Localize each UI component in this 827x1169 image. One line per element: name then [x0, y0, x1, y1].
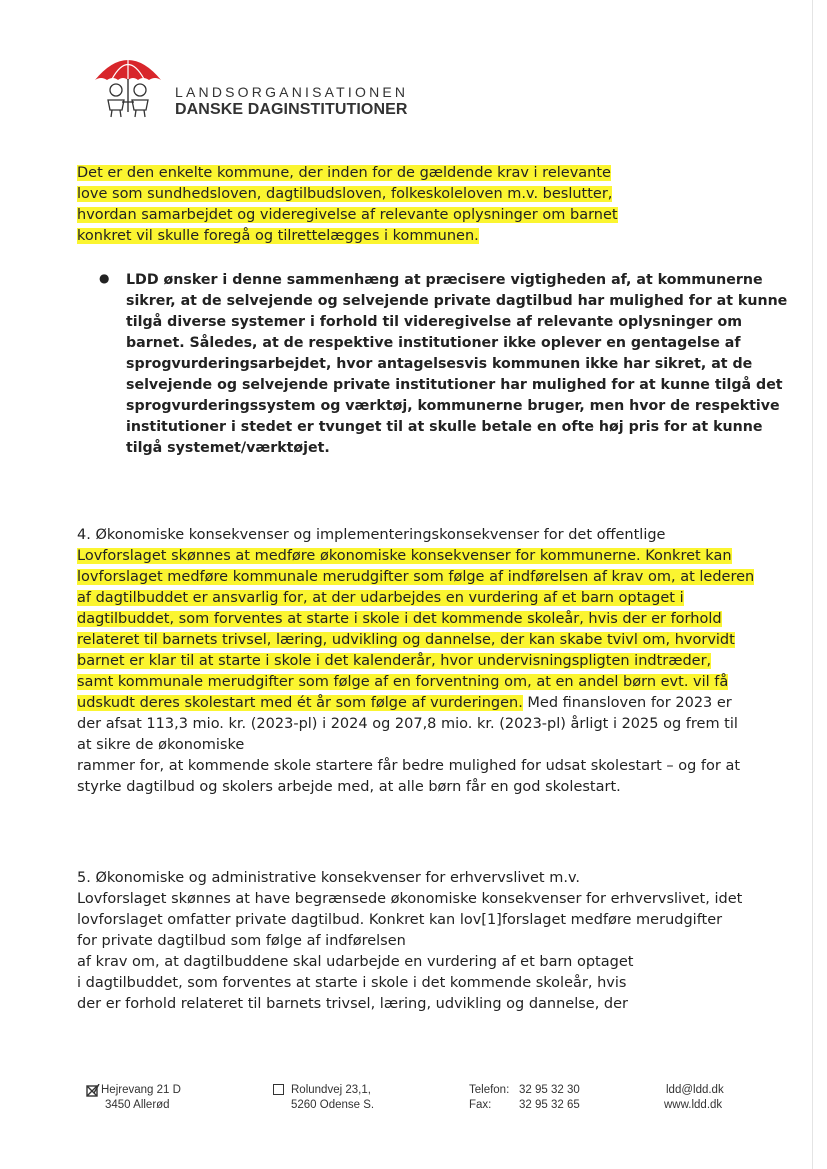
footer-address2-line2: 5260 Odense S.: [291, 1099, 375, 1111]
footer-address2-line1: Rolundvej 23,1,: [291, 1084, 371, 1096]
section5-line: der er forhold relateret til barnets trivsel, læring, udvikling og dannelse, der: [77, 996, 629, 1012]
bullet-line: LDD ønsker i denne sammenhæng at præcisere vigtigheden af, at kommunerne: [126, 272, 763, 288]
section4-line: af dagtilbuddet er ansvarlig for, at der udarbejdes en vurdering af et barn optaget i: [77, 590, 684, 606]
bullet-line: institutioner i stedet er tvunget til at skulle betale en ofte høj pris for at kunne: [126, 419, 763, 435]
footer-fax-label: Fax:: [469, 1099, 492, 1111]
bullet-line: sprogvurderingssystem og værktøj, kommunerne bruger, men hvor de respektive: [126, 398, 780, 414]
empty-checkbox-icon: [273, 1084, 284, 1095]
intro-line: hvordan samarbejdet og videregivelse af relevante oplysninger om barnet: [77, 207, 618, 223]
section5-line: af krav om, at dagtilbuddene skal udarbejde en vurdering af et barn optaget: [77, 954, 634, 970]
section5-line: for private dagtilbud som følge af indførelsen: [77, 933, 406, 949]
bullet-line: barnet. Således, at de respektive institutioner ikke oplever en gentagelse af: [126, 335, 741, 351]
bullet-line: sikrer, at de selvejende og selvejende private dagtilbud har mulighed for at kunne: [126, 293, 788, 309]
org-name-line1: LANDSORGANISATIONEN: [175, 84, 409, 100]
intro-line: love som sundhedsloven, dagtilbudsloven, folkeskoleloven m.v. beslutter,: [77, 186, 613, 202]
footer-email-link[interactable]: ldd@ldd.dk: [666, 1084, 724, 1096]
section4-line: relateret til barnets trivsel, læring, udvikling og dannelse, der kan skabe tvivl om, hvorvidt: [77, 632, 735, 648]
checked-box-icon: [86, 1083, 100, 1097]
section4-line: lovforslaget medføre kommunale merudgifter som følge af indførelsen af krav om, at lederen: [77, 569, 755, 585]
intro-line: Det er den enkelte kommune, der inden for de gældende krav i relevante: [77, 165, 611, 181]
section4-line: styrke dagtilbud og skolers arbejde med, at alle børn får en god skolestart.: [77, 779, 621, 795]
bullet-line: selvejende og selvejende private institutioner har mulighed for at kunne tilgå det: [126, 377, 783, 393]
section4-line: der afsat 113,3 mio. kr. (2023-pl) i 2024 og 207,8 mio. kr. (2023-pl) årligt i 2025 og frem til: [77, 716, 738, 732]
bullet-line: tilgå diverse systemer i forhold til videregivelse af relevante oplysninger om: [126, 314, 743, 330]
section4-line: samt kommunale merudgifter som følge af en forventning om, at en andel børn evt. vil få: [77, 674, 729, 690]
bullet-dot-icon: ●: [99, 271, 110, 285]
bullet-line: tilgå systemet/værktøjet.: [126, 440, 330, 456]
section5-line: lovforslaget omfatter private dagtilbud. Konkret kan lov[1]forslaget medføre merudgifter: [77, 912, 723, 928]
section5-heading: 5. Økonomiske og administrative konsekvenser for erhvervslivet m.v.: [77, 870, 581, 886]
page-edge-line: [812, 0, 813, 1169]
footer-fax-value: 32 95 32 65: [519, 1099, 580, 1111]
section4-line: dagtilbuddet, som forventes at starte i skole i det kommende skoleår, hvis der er forhold: [77, 611, 722, 627]
umbrella-children-logo-icon: [92, 46, 164, 118]
section4-line: rammer for, at kommende skole startere får bedre mulighed for udsat skolestart – og for at: [77, 758, 741, 774]
footer-phone-value: 32 95 32 30: [519, 1084, 580, 1096]
section4-line: udskudt deres skolestart med ét år som følge af vurderingen. Med finansloven for 2023 er: [77, 695, 732, 711]
section5-line: i dagtilbuddet, som forventes at starte i skole i det kommende skoleår, hvis: [77, 975, 627, 991]
section4-line: barnet er klar til at starte i skole i det kalenderår, hvor undervisningspligten indtræder,: [77, 653, 712, 669]
intro-line: konkret vil skulle foregå og tilrettelægges i kommunen.: [77, 228, 479, 244]
footer-address1-line2: 3450 Allerød: [105, 1099, 170, 1111]
section4-heading: 4. Økonomiske konsekvenser og implementeringskonsekvenser for det offentlige: [77, 527, 666, 543]
section5-line: Lovforslaget skønnes at have begrænsede økonomiske konsekvenser for erhvervslivet, idet: [77, 891, 743, 907]
footer-address1-line1: Hejrevang 21 D: [101, 1084, 181, 1096]
bullet-line: sprogvurderingsarbejdet, hvor antagelsesvis kommunen ikke har sikret, at de: [126, 356, 753, 372]
section4-line: at sikre de økonomiske: [77, 737, 245, 753]
section4-line: Lovforslaget skønnes at medføre økonomiske konsekvenser for kommunerne. Konkret kan: [77, 548, 732, 564]
footer-phone-label: Telefon:: [469, 1084, 510, 1096]
footer-web-link[interactable]: www.ldd.dk: [664, 1099, 723, 1111]
org-name-line2: DANSKE DAGINSTITUTIONER: [175, 101, 408, 118]
